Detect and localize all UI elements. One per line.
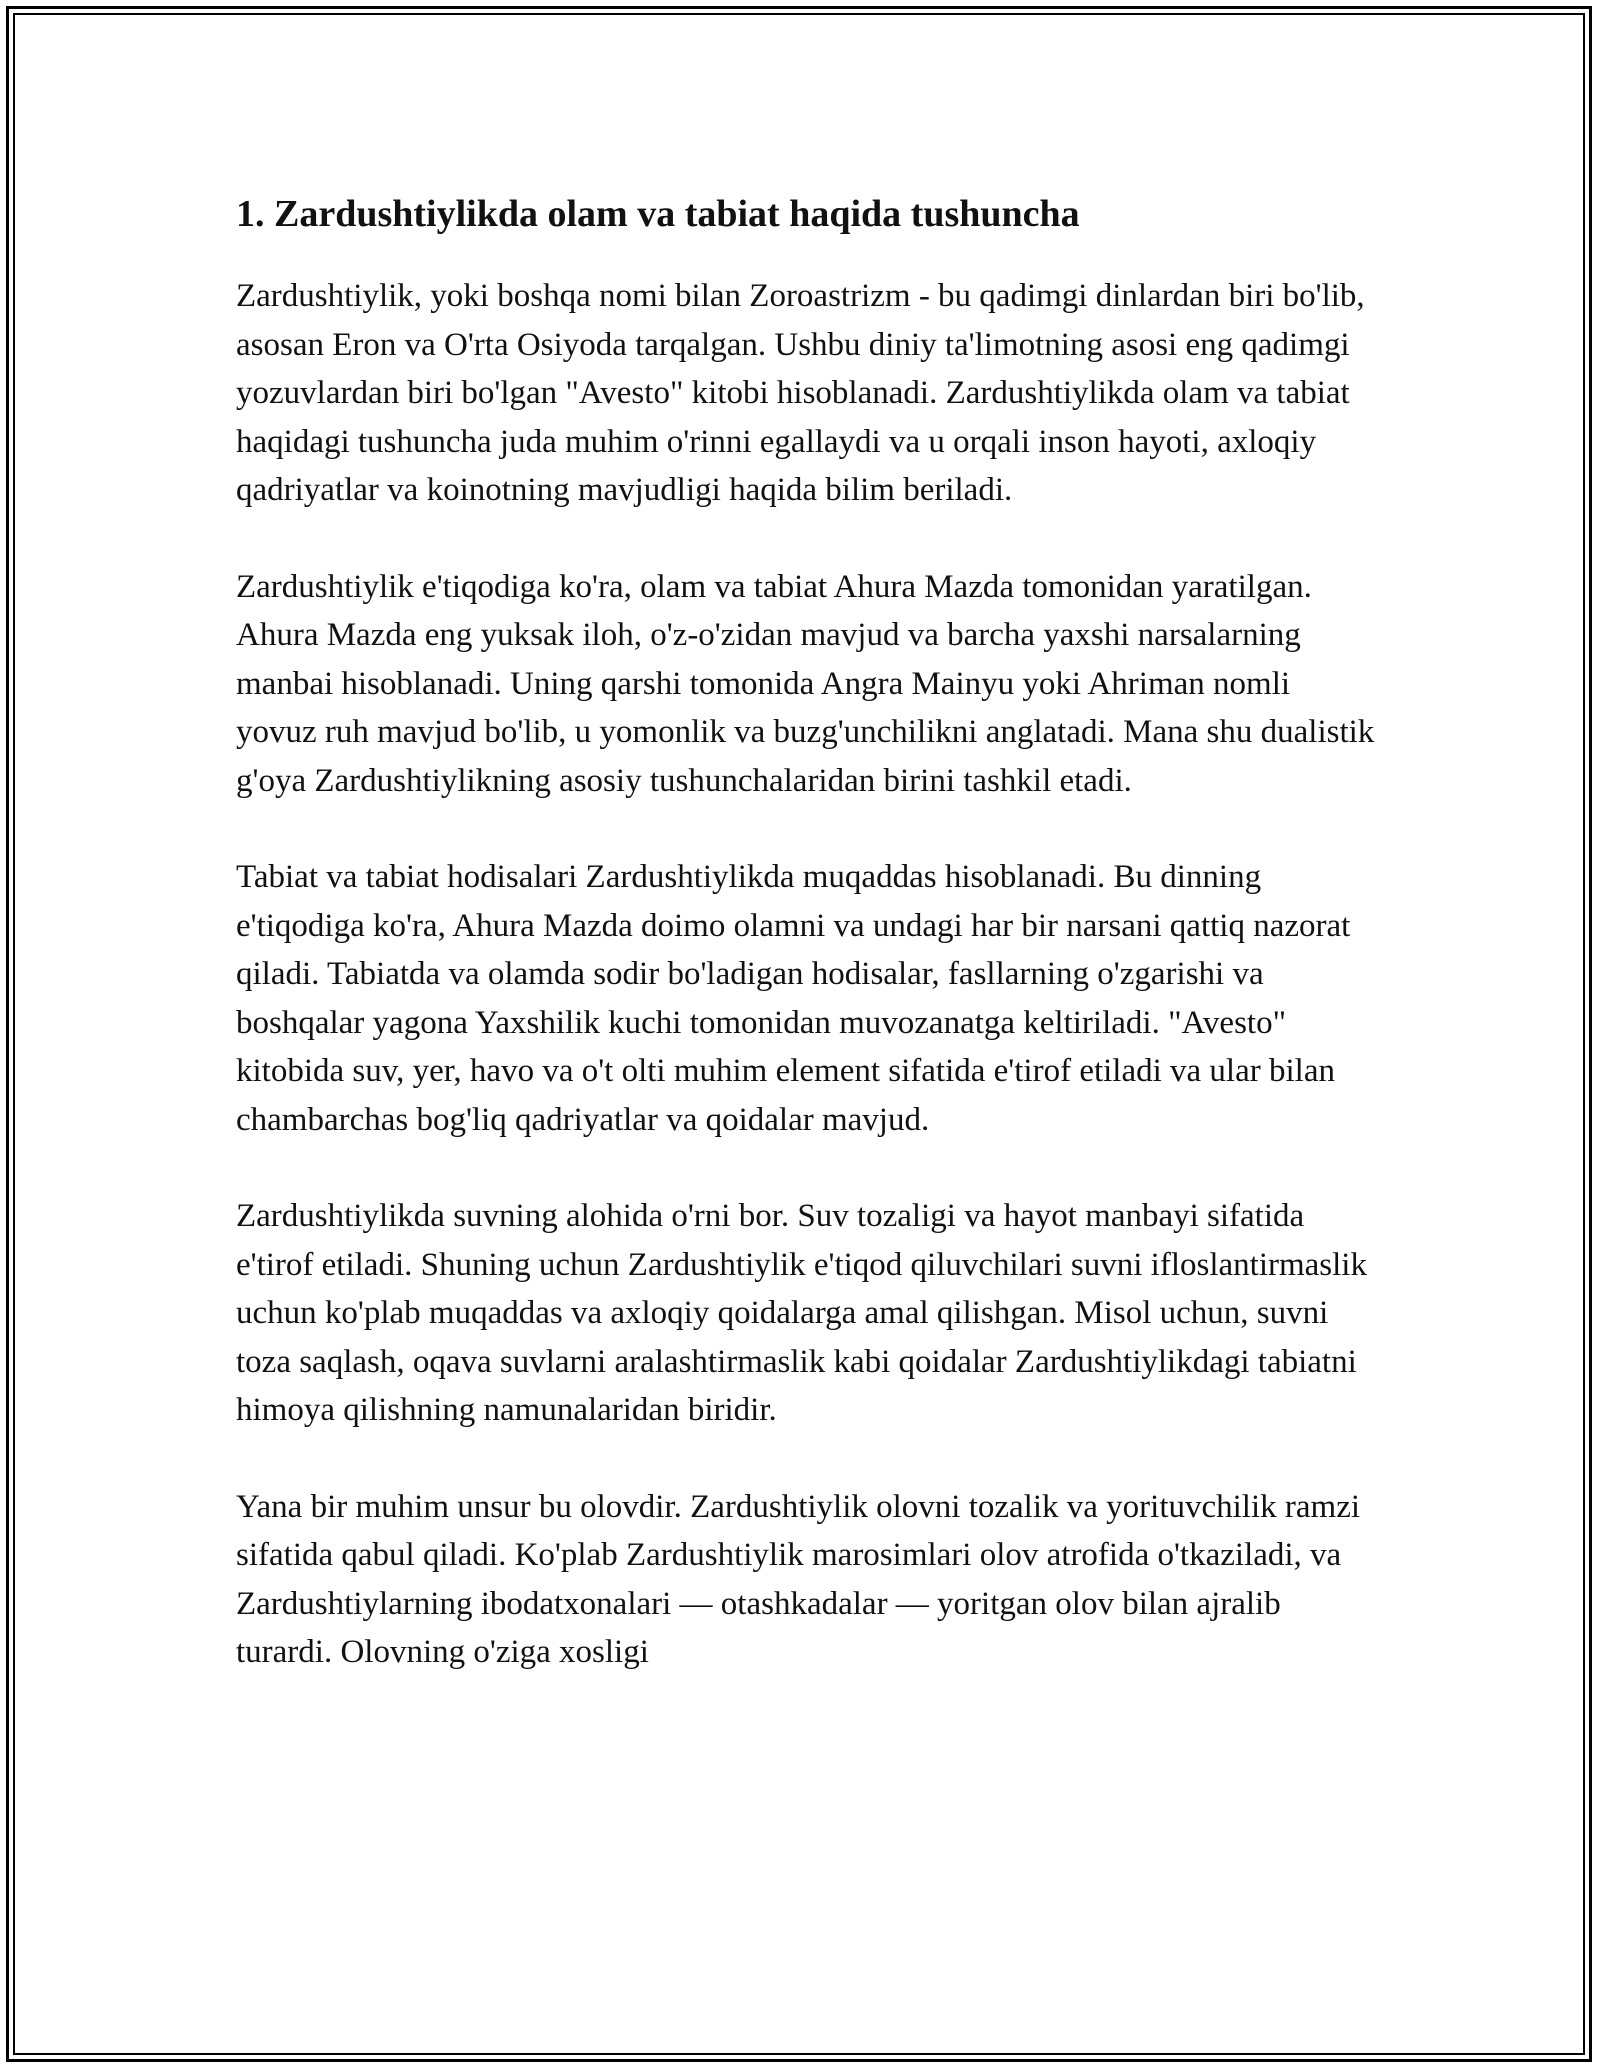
paragraph-intro: Zardushtiylik, yoki boshqa nomi bilan Zoroastrizm - bu qadimgi dinlardan biri bo'lib, asosan Eron va O'rta Osiyoda tarqalgan. Ushbu diniy ta'limotning asosi eng qadimgi yozuvlardan biri bo'lgan "Avesto" kitobi hisoblanadi. Zardushtiylikda olam va tabiat haqidagi tushuncha juda muhim o'rinni egallaydi va u orqali inson hayoti, axloqiy qadriyatlar va koinotning mavjudligi haqida bilim beriladi.	[236, 278, 1365, 508]
document-body	[236, 188, 1376, 1725]
paragraph-fire: Yana bir muhim unsur bu olovdir. Zardushtiylik olovni tozalik va yorituvchilik ramzi sifatida qabul qiladi. Ko'plab Zardushtiylik marosimlari olov atrofida o'tkaziladi, va Zardushtiylarning ibodatxonalari — otashkadalar — yoritgan olov bilan ajralib turardi. Olovning o'ziga xosligi	[236, 1488, 1361, 1670]
paragraph-water: Zardushtiylikda suvning alohida o'rni bor. Suv tozaligi va hayot manbayi sifatida e'tirof etiladi. Shuning uchun Zardushtiylik e'tiqod qiluvchilari suvni ifloslantirmaslik uchun ko'plab muqaddas va axloqiy qoidalarga amal qilishgan. Misol uchun, suvni toza saqlash, oqava suvlarni aralashtirmaslik kabi qoidalar Zardushtiylikdagi tabiatni himoya qilishning namunalaridan biridir.	[236, 1198, 1367, 1428]
section-heading: 1. Zardushtiylikda olam va tabiat haqida tushuncha	[236, 193, 1080, 235]
paragraph-ahura-mazda: Zardushtiylik e'tiqodiga ko'ra, olam va tabiat Ahura Mazda tomonidan yaratilgan. Ahura Mazda eng yuksak iloh, o'z-o'zidan mavjud va barcha yaxshi narsalarning manbai hisoblanadi. Uning qarshi tomonida Angra Mainyu yoki Ahriman nomli yovuz ruh mavjud bo'lib, u yomonlik va buzg'unchilikni anglatadi. Mana shu dualistik g'oya Zardushtiylikning asosiy tushunchalaridan birini tashkil etadi.	[236, 568, 1375, 799]
paragraph-nature: Tabiat va tabiat hodisalari Zardushtiylikda muqaddas hisoblanadi. Bu dinning e'tiqodiga ko'ra, Ahura Mazda doimo olamni va undagi har bir narsani qattiq nazorat qiladi. Tabiatda va olamda sodir bo'ladigan hodisalar, fasllarning o'zgarishi va boshqalar yagona Yaxshilik kuchi tomonidan muvozanatga keltiriladi. "Avesto" kitobida suv, yer, havo va o't olti muhim element sifatida e'tirof etiladi va ular bilan chambarchas bog'liq qadriyatlar va qoidalar mavjud.	[236, 859, 1351, 1138]
